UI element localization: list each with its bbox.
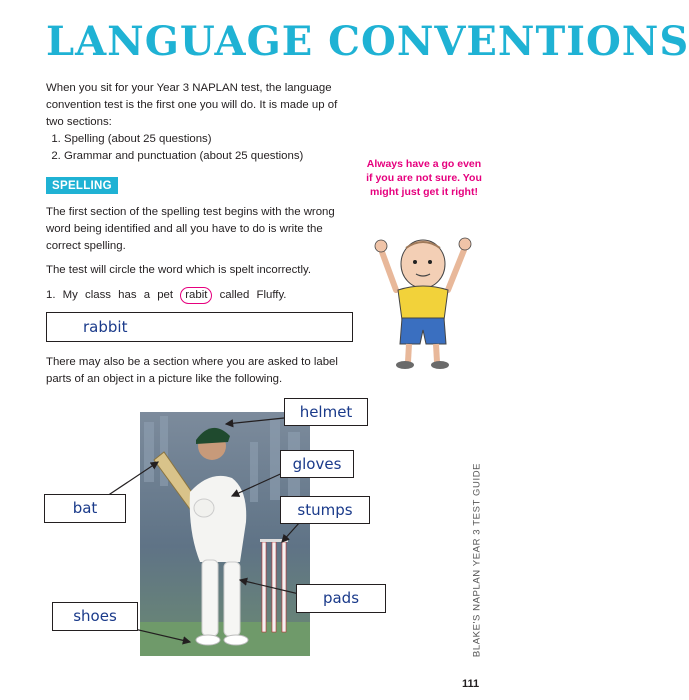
question-word: called: [219, 289, 250, 301]
label-text: stumps: [297, 501, 353, 519]
list-item: 2. Grammar and punctuation (about 25 questions): [64, 148, 346, 165]
list-item: 1. Spelling (about 25 questions): [64, 131, 346, 148]
question-word: a: [143, 289, 151, 301]
answer-text: rabbit: [83, 318, 128, 336]
label-helmet: [284, 398, 368, 426]
tip-speech: Always have a go even if you are not sure. You might just get it right!: [366, 158, 482, 198]
label-stumps: [280, 496, 370, 524]
question-word: My: [62, 289, 78, 301]
spelling-heading: SPELLING: [46, 177, 118, 194]
question-word: has: [118, 289, 137, 301]
question-word: class: [85, 289, 111, 301]
book-title: BLAKE'S NAPLAN YEAR 3 TEST GUIDE: [471, 462, 483, 658]
question-number: 1.: [46, 289, 56, 301]
label-text: pads: [322, 589, 360, 607]
circle-explanation: The test will circle the word which is spelt incorrectly.: [46, 264, 312, 276]
labelling-paragraph: There may also be a section where you are asked to label parts of an object in a picture like the following.: [46, 356, 338, 385]
page-title: LANGUAGE CONVENTIONS: [46, 18, 689, 65]
label-gloves: [280, 450, 354, 478]
label-text: shoes: [73, 607, 117, 625]
label-text: helmet: [299, 403, 353, 421]
question-word: pet: [157, 289, 174, 301]
label-pads: [296, 584, 386, 613]
book-title-sidebar: [470, 462, 484, 658]
label-text: gloves: [292, 455, 342, 473]
label-bat: [44, 494, 126, 523]
page-number: 111: [462, 678, 480, 690]
circled-misspelled-word: rabit: [180, 287, 212, 304]
spelling-paragraph: The first section of the spelling test begins with the wrong word being identified and all you have to do is write the correct spelling.: [46, 206, 335, 252]
intro-text: When you sit for your Year 3 NAPLAN test, the language convention test is the first one you will do. It is made up of two sections:: [46, 82, 338, 128]
label-shoes: [52, 602, 138, 631]
question-word: Fluffy.: [256, 289, 287, 301]
label-text: bat: [72, 499, 98, 517]
